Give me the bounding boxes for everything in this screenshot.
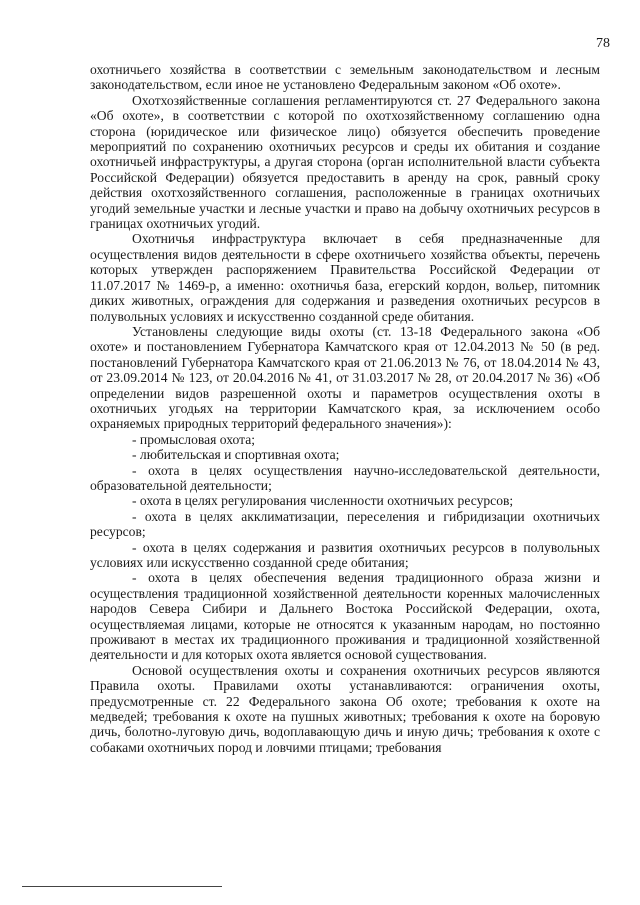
list-item: - охота в целях акклиматизации, переселения и гибридизации охотничьих ресурсов;	[90, 508, 600, 540]
list-item: - промысловая охота;	[132, 431, 256, 447]
list-item: - любительская и спортивная охота;	[132, 447, 340, 463]
paragraph-infrastructure: Охотничья инфраструктура включает в себя предназначенные для осуществления видов деятельности в сфере охотничьего хозяйства объекты, перечень которых утвержден распоряжением Правительства Российской Федерации от 11.07.2017 № 1469-р, а именно: охотничья база, егерский кордон, вольер, питомник диких животных, ограждения для содержания и разведения охотничьих ресурсов в полувольных условиях и искусственно созданной среде обитания.	[90, 231, 600, 324]
paragraph-hunting-types-intro: Установлены следующие виды охоты (ст. 13-18 Федерального закона «Об охоте» и постановлением Губернатора Камчатского края от 12.04.2013 № 50 (в ред. постановлений Губернатора Камчатского края от 21.06.2013 № 76, от 18.04.2014 № 43, от 23.09.2014 № 123, от 20.04.2016 № 41, от 31.03.2017 № 28, от 20.04.2017 № 36) «Об определении видов разрешенной охоты и параметров осуществления охоты в охотничьих угодьях на территории Камчатского края, за исключением особо охраняемых природных территорий федерального значения»):	[90, 323, 600, 432]
page-body	[90, 62, 600, 755]
paragraph-agreements: Охотхозяйственные соглашения регламентируются ст. 27 Федерального закона «Об охоте», в соответствии с которой по охотхозяйственному соглашению одна сторона (юридическое или физическое лицо) обязуется обеспечить проведение мероприятий по сохранению охотничьих ресурсов и среды их обитания и создание охотничьей инфраструктуры, а другая сторона (орган исполнительной власти субъекта Российской Федерации) обязуется предоставить в аренду на срок, равный сроку действия охотхозяйственного соглашения, расположенные в границах охотничьих угодий земельные участки и лесные участки и право на добычу охотничьих ресурсов в границах охотничьих угодий.	[90, 92, 600, 232]
paragraph-continuation: охотничьего хозяйства в соответствии с земельным законодательством и лесным законодательством, если иное не установлено Федеральным законом «Об охоте».	[90, 62, 600, 93]
list-item: - охота в целях регулирования численности охотничьих ресурсов;	[132, 493, 514, 509]
page-number: 78	[596, 36, 610, 51]
paragraph-hunting-rules: Основой осуществления охоты и сохранения охотничьих ресурсов являются Правила охоты. Правилами охоты устанавливаются: ограничения охоты, предусмотренные ст. 22 Федерального закона Об охоте; требования к охоте на медведей; требования к охоте на пушных животных; требования к охоте на боровую дичь, болотно-луговую дичь, водоплавающую дичь и иную дичь; требования к охоте с собаками охотничьих пород и ловчими птицами; требования	[90, 662, 600, 755]
footnote-separator	[22, 886, 222, 887]
list-item: - охота в целях содержания и развития охотничьих ресурсов в полувольных условиях или искусственно созданной среде обитания;	[90, 539, 600, 570]
list-item: - охота в целях осуществления научно-исследовательской деятельности, образовательной деятельности;	[90, 462, 600, 493]
list-item: - охота в целях обеспечения ведения традиционного образа жизни и осуществления традиционной хозяйственной деятельности коренных малочисленных народов Севера Сибири и Дальнего Востока Российской Федерации, охота, осуществляемая лицами, которые не относятся к указанным народам, но постоянно проживают в местах их традиционного проживания и традиционной хозяйственной деятельности и для которых охота является основой существования.	[90, 570, 600, 663]
hunting-types-list	[90, 432, 600, 663]
